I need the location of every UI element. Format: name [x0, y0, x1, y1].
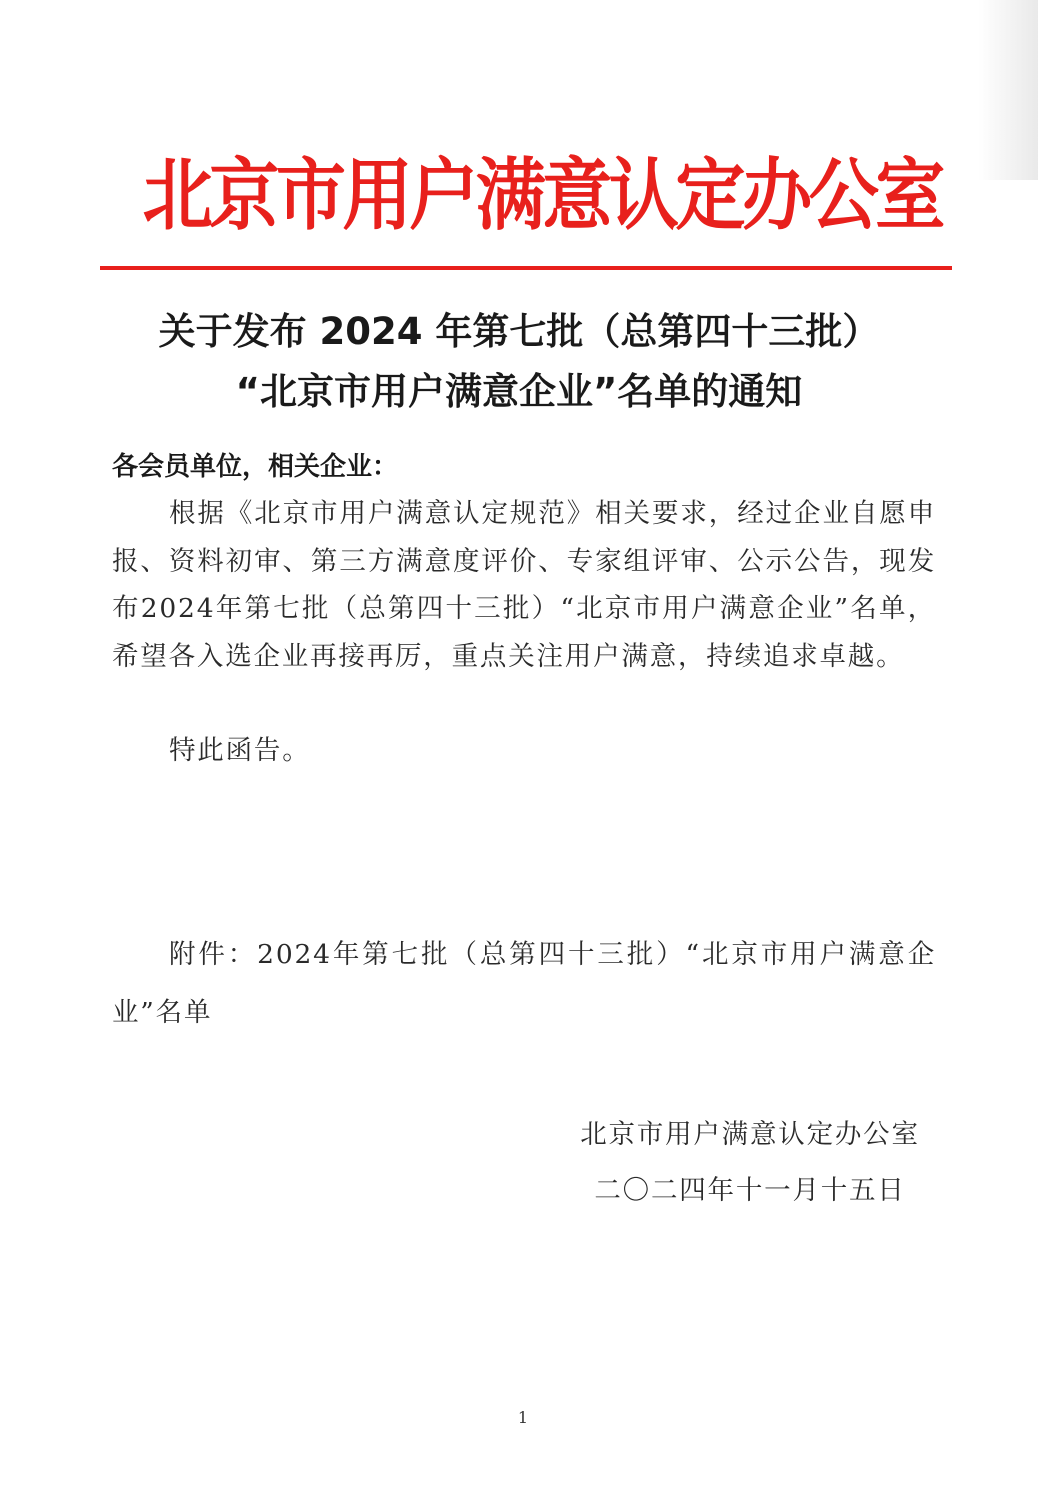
document-title-line-2: “北京市用户满意企业”名单的通知	[235, 370, 803, 413]
signature-date: 二〇二四年十一月十五日	[594, 1175, 906, 1206]
masthead-org-name: 北京市用户满意认定办公室	[142, 151, 942, 241]
attachment-note: 附件：2024年第七批（总第四十三批）“北京市用户满意企业”名单	[112, 939, 936, 1028]
salutation: 各会员单位，相关企业：	[112, 452, 399, 482]
page-number: 1	[517, 1408, 529, 1427]
document-title-line-1: 关于发布 2024 年第七批（总第四十三批）	[158, 310, 880, 353]
page-edge-shadow	[978, 0, 1038, 180]
masthead-red-rule	[100, 266, 952, 270]
body-paragraph-closing: 特此函告。	[169, 735, 311, 766]
body-paragraph-main: 根据《北京市用户满意认定规范》相关要求，经过企业自愿申报、资料初审、第三方满意度评价、专家组评审、公示公告，现发布2024年第七批（总第四十三批）“北京市用户满意企业”名单，希望各入选企业再接再厉，重点关注用户满意，持续追求卓越。	[112, 498, 936, 672]
signature-organization: 北京市用户满意认定办公室	[580, 1119, 920, 1150]
